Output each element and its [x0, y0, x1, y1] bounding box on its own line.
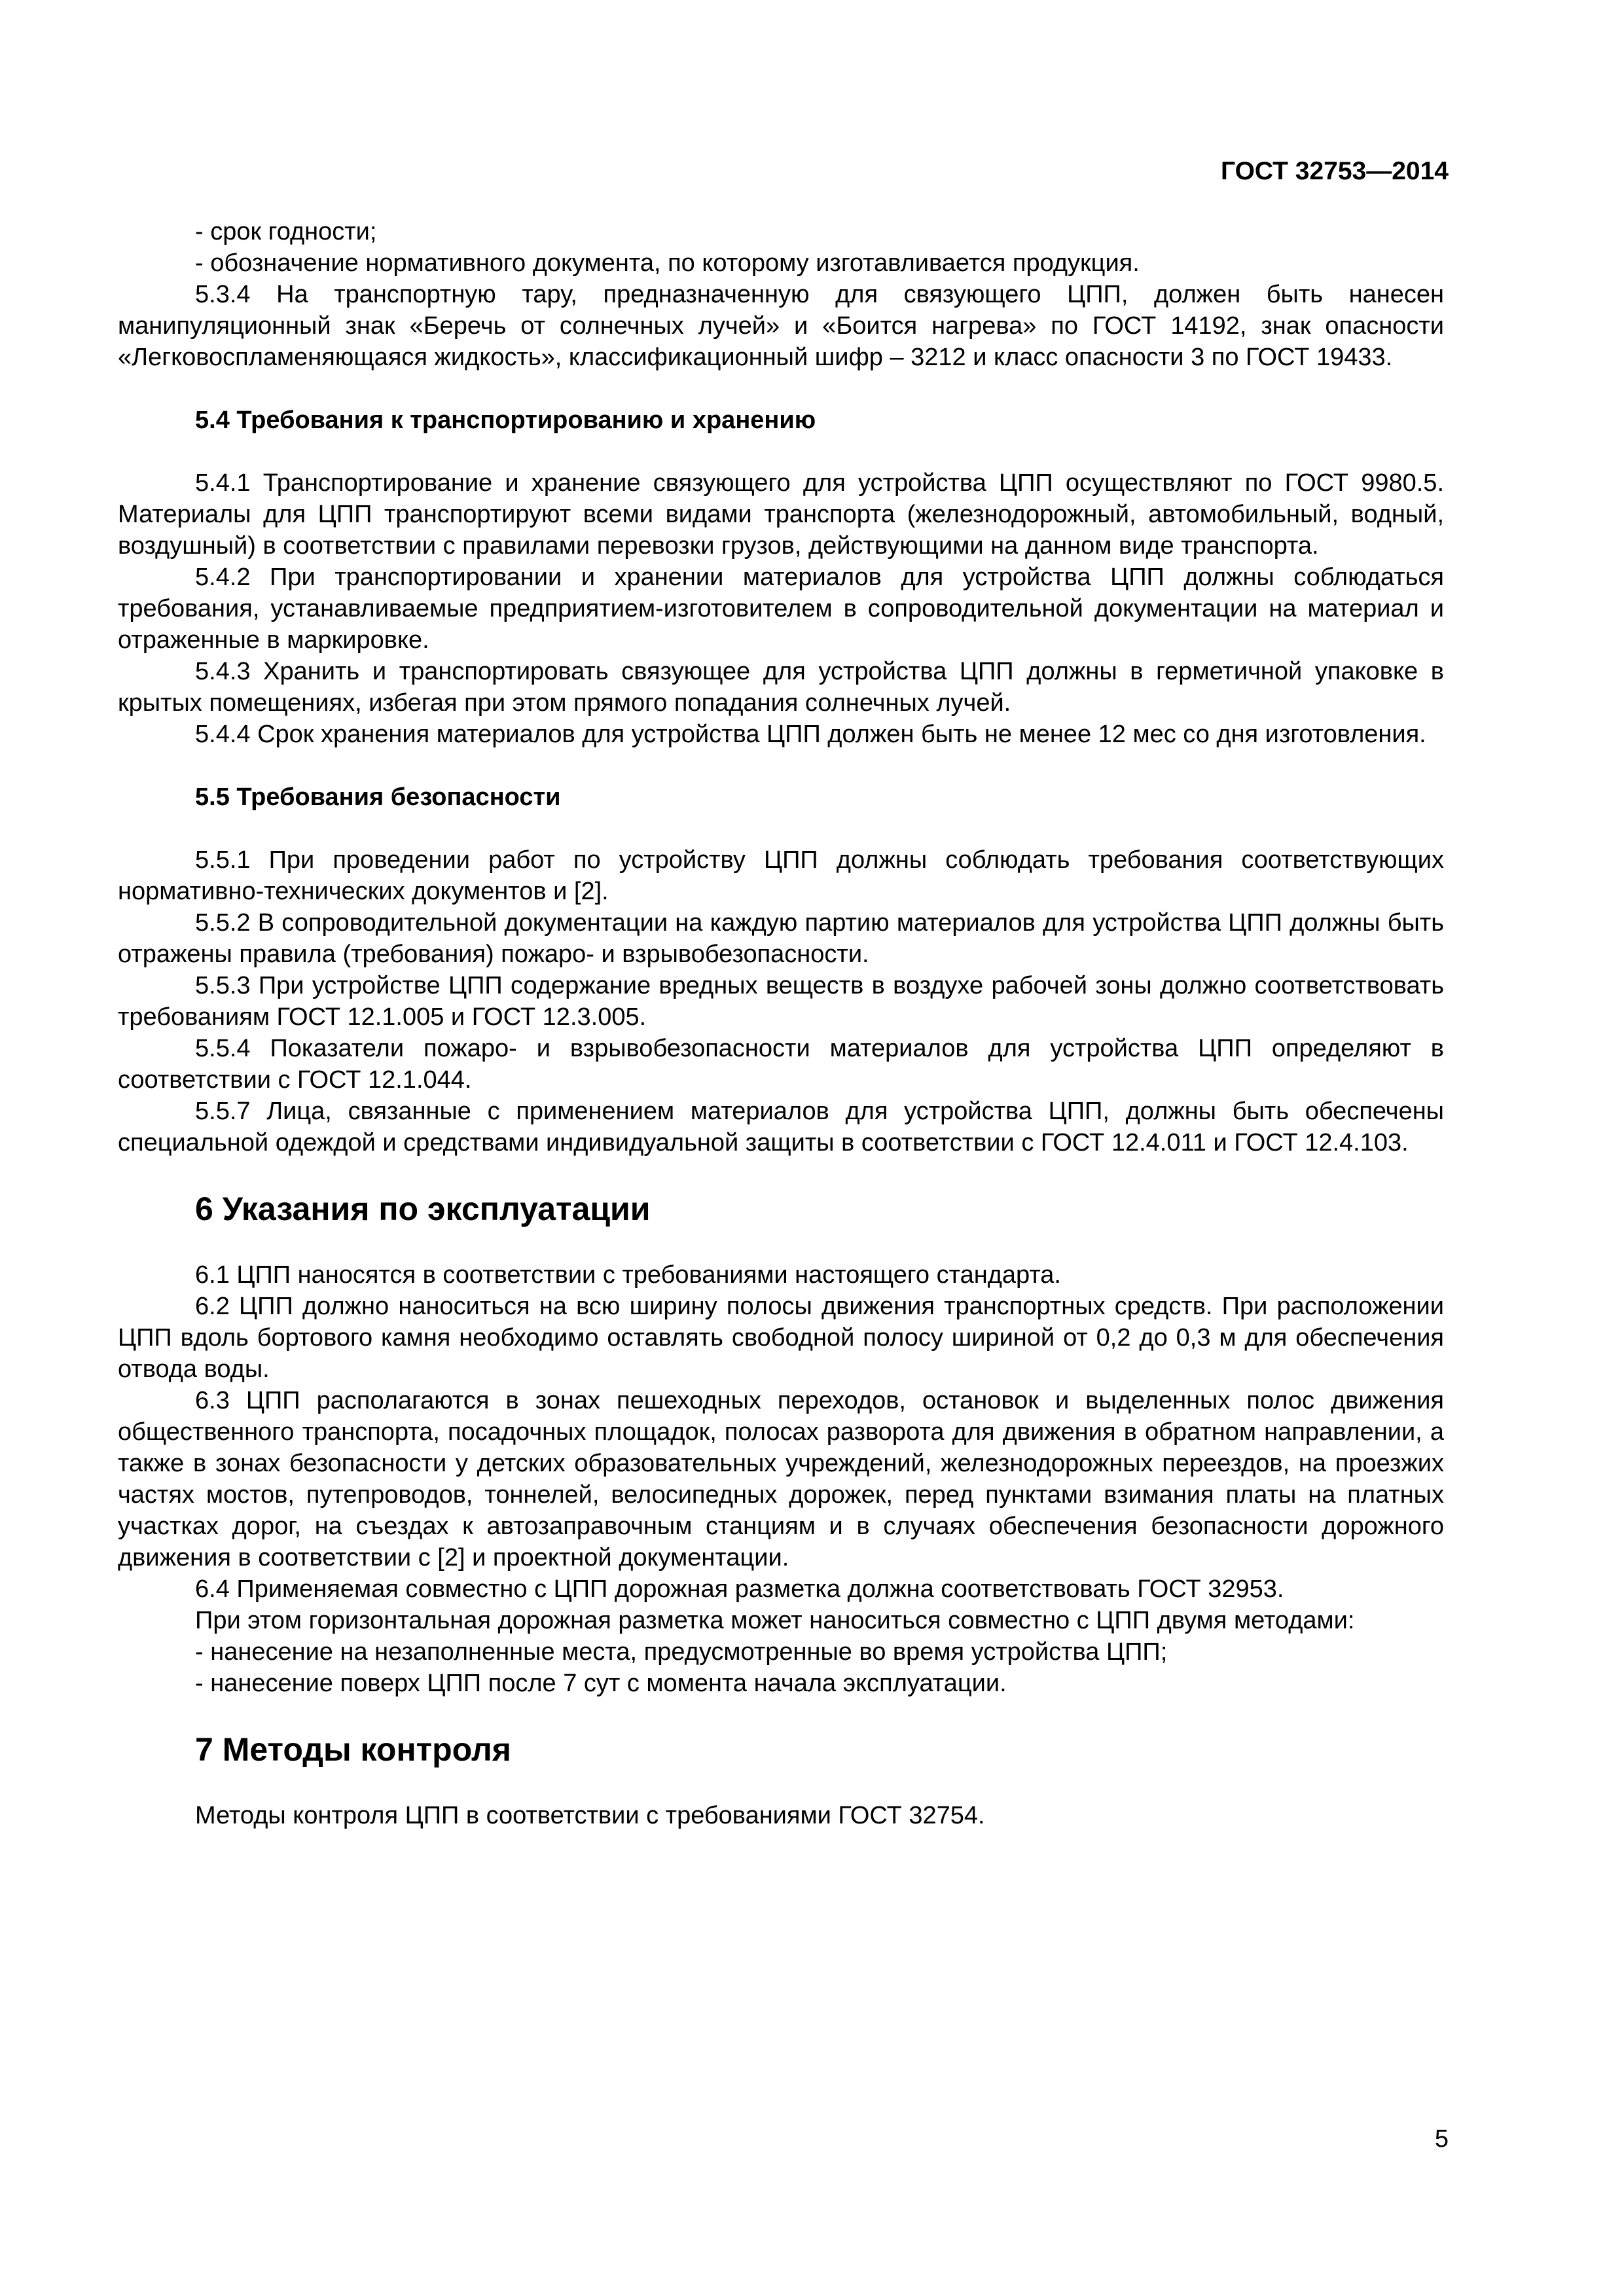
paragraph-5-4-3: 5.4.3 Хранить и транспортировать связующее для устройства ЦПП должны в герметичной упаковке в крытых помещениях, избегая при этом прямого попадания солнечных лучей.: [118, 658, 1444, 717]
paragraph-5-4-4: 5.4.4 Срок хранения материалов для устройства ЦПП должен быть не менее 12 мес со дня изготовления.: [195, 721, 1426, 748]
section-heading-7: 7 Методы контроля: [195, 1731, 511, 1768]
section-heading-5-4: 5.4 Требования к транспортированию и хранению: [195, 406, 816, 434]
paragraph-5-5-4: 5.5.4 Показатели пожаро- и взрывобезопасности материалов для устройства ЦПП определяют в соответствии с ГОСТ 12.1.044.: [118, 1035, 1444, 1094]
paragraph-5-5-1: 5.5.1 При проведении работ по устройству ЦПП должны соблюдать требования соответствующих нормативно-технических документов и [2].: [118, 846, 1444, 905]
paragraph-5-3-4: 5.3.4 На транспортную тару, предназначенную для связующего ЦПП, должен быть нанесен манипуляционный знак «Беречь от солнечных лучей» и «Боится нагрева» по ГОСТ 14192, знак опасности «Легковоспламеняющаяся жидкость», классификационный шифр – 3212 и класс опасности 3 по ГОСТ 19433.: [118, 281, 1444, 371]
section-heading-5-5: 5.5 Требования безопасности: [195, 783, 561, 811]
paragraph-6-4: 6.4 Применяемая совместно с ЦПП дорожная разметка должна соответствовать ГОСТ 32953.: [195, 1575, 1284, 1603]
paragraph-5-4-2: 5.4.2 При транспортировании и хранении материалов для устройства ЦПП должны соблюдаться требования, устанавливаемые предприятием-изготовителем в сопроводительной документации на материал и отраженные в маркировке.: [118, 564, 1444, 654]
paragraph-normative-doc: - обозначение нормативного документа, по которому изготавливается продукция.: [195, 249, 1140, 277]
paragraph-5-5-7: 5.5.7 Лица, связанные с применением материалов для устройства ЦПП, должны быть обеспечены специальной одеждой и средствами индивидуальной защиты в соответствии с ГОСТ 12.4.011 и ГОСТ 12.4.103.: [118, 1098, 1444, 1157]
paragraph-6-2: 6.2 ЦПП должно наноситься на всю ширину полосы движения транспортных средств. При расположении ЦПП вдоль бортового камня необходимо оставлять свободной полосу шириной от 0,2 до 0,3 м для обеспечения отвода воды.: [118, 1293, 1444, 1383]
document-body: [118, 216, 1444, 1831]
paragraph-6-4-method-1: - нанесение на незаполненные места, предусмотренные во время устройства ЦПП;: [195, 1638, 1168, 1666]
paragraph-shelf-life: - срок годности;: [195, 218, 377, 245]
paragraph-5-5-2: 5.5.2 В сопроводительной документации на каждую партию материалов для устройства ЦПП должны быть отражены правила (требования) пожаро- и взрывобезопасности.: [118, 909, 1444, 968]
paragraph-6-4-methods: При этом горизонтальная дорожная разметка может наноситься совместно с ЦПП двумя методами:: [195, 1607, 1355, 1634]
document-code: ГОСТ 32753—2014: [1221, 157, 1449, 185]
page-number: 5: [1434, 2125, 1449, 2153]
paragraph-5-5-3: 5.5.3 При устройстве ЦПП содержание вредных веществ в воздухе рабочей зоны должно соответствовать требованиям ГОСТ 12.1.005 и ГОСТ 12.3.005.: [118, 972, 1444, 1031]
paragraph-6-4-method-2: - нанесение поверх ЦПП после 7 сут с момента начала эксплуатации.: [195, 1670, 1007, 1697]
paragraph-7: Методы контроля ЦПП в соответствии с требованиями ГОСТ 32754.: [195, 1802, 985, 1829]
paragraph-6-1: 6.1 ЦПП наносятся в соответствии с требованиями настоящего стандарта.: [195, 1261, 1061, 1289]
paragraph-6-3: 6.3 ЦПП располагаются в зонах пешеходных переходов, остановок и выделенных полос движения общественного транспорта, посадочных площадок, полосах разворота для движения в обратном направлении, а также в зонах безопасности у детских образовательных учреждений, железнодорожных переездов, на проезжих частях мостов, путепроводов, тоннелей, велосипедных дорожек, перед пунктами взимания платы на платных участках дорог, на съездах к автозаправочным станциям и в случаях обеспечения безопасности дорожного движения в соответствии с [2] и проектной документации.: [118, 1387, 1444, 1571]
section-heading-6: 6 Указания по эксплуатации: [195, 1191, 651, 1227]
paragraph-5-4-1: 5.4.1 Транспортирование и хранение связующего для устройства ЦПП осуществляют по ГОСТ 9980.5. Материалы для ЦПП транспортируют всеми видами транспорта (железнодорожный, автомобильный, водный, воздушный) в соответствии с правилами перевозки грузов, действующими на данном виде транспорта.: [118, 469, 1444, 560]
